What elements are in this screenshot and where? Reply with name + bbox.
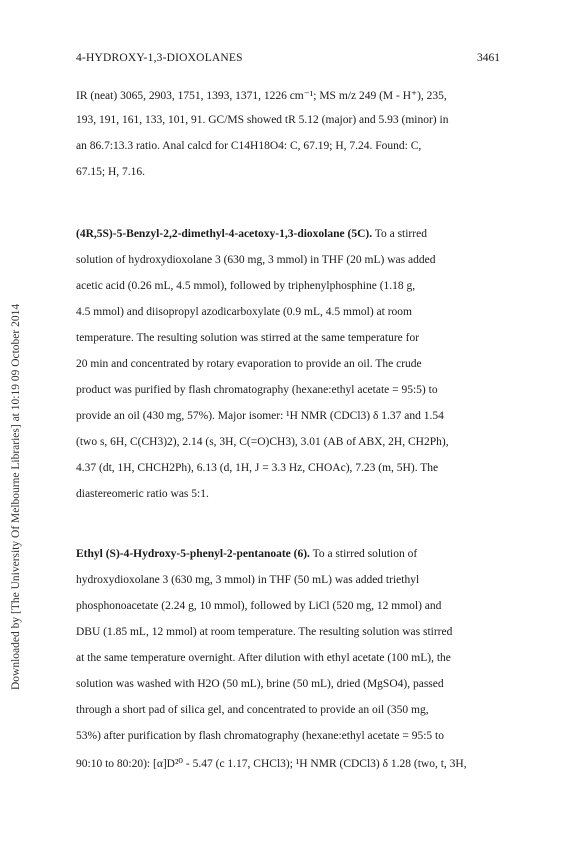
text-line: 67.15; H, 7.16. [76, 166, 145, 178]
text-line: an 86.7:13.3 ratio. Anal calcd for C14H18O4: C, 67.19; H, 7.24. Found: C, [76, 140, 422, 152]
compound-5c-title: (4R,5S)-5-Benzyl-2,2-dimethyl-4-acetoxy-1,3-dioxolane (5C). [76, 228, 373, 240]
text-line: phosphonoacetate (2.24 g, 10 mmol), followed by LiCl (520 mg, 12 mmol) and [76, 600, 442, 612]
text-line: (two s, 6H, C(CH3)2), 2.14 (s, 3H, C(=O)CH3), 3.01 (AB of ABX, 2H, CH2Ph), [76, 436, 449, 448]
text-line: at the same temperature overnight. After dilution with ethyl acetate (100 mL), the [76, 652, 451, 664]
text-line: acetic acid (0.26 mL, 4.5 mmol), followed by triphenylphosphine (1.18 g, [76, 280, 416, 292]
procedure-heading-line [76, 548, 417, 560]
heading-continuation: To a stirred [372, 228, 427, 240]
text-line: provide an oil (430 mg, 57%). Major isomer: ¹H NMR (CDCl3) δ 1.37 and 1.54 [76, 410, 444, 422]
procedure-heading-line [76, 228, 427, 240]
text-line: through a short pad of silica gel, and concentrated to provide an oil (350 mg, [76, 704, 429, 716]
text-line: product was purified by flash chromatography (hexane:ethyl acetate = 95:5) to [76, 384, 438, 396]
text-line: 4.5 mmol) and diisopropyl azodicarboxylate (0.9 mL, 4.5 mmol) at room [76, 306, 412, 318]
text-line: temperature. The resulting solution was stirred at the same temperature for [76, 332, 420, 344]
text-line: 90:10 to 80:20): [α]D²⁰ - 5.47 (c 1.17, CHCl3); ¹H NMR (CDCl3) δ 1.28 (two, t, 3H, [76, 758, 467, 770]
text-line: solution was washed with H2O (50 mL), brine (50 mL), dried (MgSO4), passed [76, 678, 444, 690]
text-line: solution of hydroxydioxolane 3 (630 mg, 3 mmol) in THF (20 mL) was added [76, 254, 436, 266]
text-line: 20 min and concentrated by rotary evaporation to provide an oil. The crude [76, 358, 422, 370]
text-line: diastereomeric ratio was 5:1. [76, 488, 209, 500]
compound-6-title: Ethyl (S)-4-Hydroxy-5-phenyl-2-pentanoate (6). [76, 548, 310, 560]
text-line: 193, 191, 161, 133, 101, 91. GC/MS showed tR 5.12 (major) and 5.93 (minor) in [76, 114, 449, 126]
text-line: 53%) after purification by flash chromatography (hexane:ethyl acetate = 95:5 to [76, 730, 444, 742]
download-watermark: Downloaded by [The University Of Melbourne Libraries] at 10:19 09 October 2014 [10, 303, 22, 690]
text-line: IR (neat) 3065, 2903, 1751, 1393, 1371, 1226 cm⁻¹; MS m/z 249 (M - H⁺), 235, [76, 90, 447, 102]
running-title: 4-HYDROXY-1,3-DIOXOLANES [76, 52, 243, 64]
text-line: DBU (1.85 mL, 12 mmol) at room temperature. The resulting solution was stirred [76, 626, 453, 638]
text-line: hydroxydioxolane 3 (630 mg, 3 mmol) in THF (50 mL) was added triethyl [76, 574, 420, 586]
heading-continuation: To a stirred solution of [309, 548, 418, 560]
text-line: 4.37 (dt, 1H, CHCH2Ph), 6.13 (d, 1H, J = 3.3 Hz, CHOAc), 7.23 (m, 5H). The [76, 462, 439, 474]
page-number: 3461 [477, 52, 500, 64]
